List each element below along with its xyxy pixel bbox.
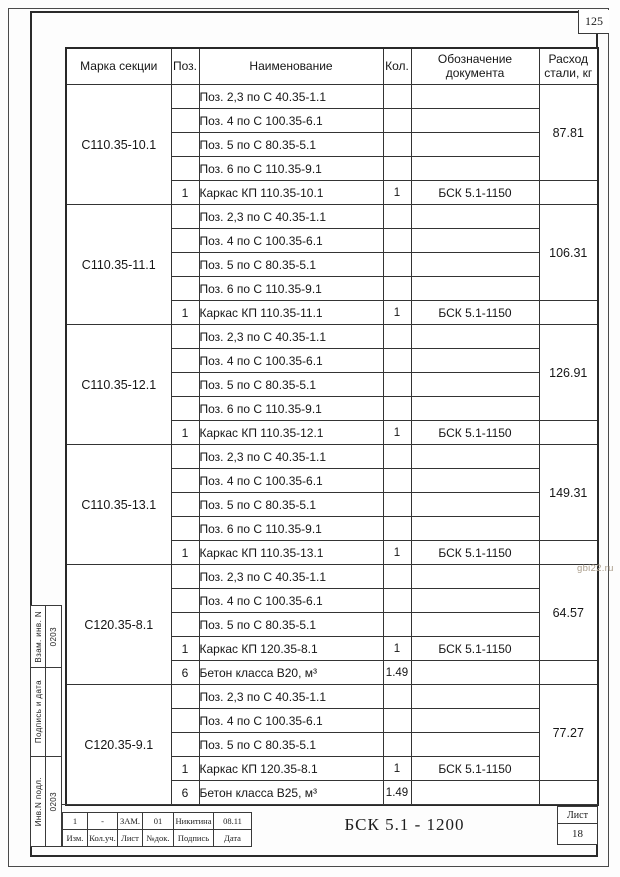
- name-cell: Поз. 2,3 по С 40.35-1.1: [199, 685, 383, 709]
- qty-cell: 1: [383, 181, 411, 205]
- name-cell: Поз. 2,3 по С 40.35-1.1: [199, 325, 383, 349]
- pos-cell: [171, 733, 199, 757]
- doc-cell: БСК 5.1-1150: [411, 757, 539, 781]
- mark-cell: С120.35-8.1: [66, 565, 171, 685]
- pos-cell: 6: [171, 661, 199, 685]
- qty-cell: [383, 709, 411, 733]
- watermark: gbi22.ru: [577, 563, 614, 574]
- qty-cell: 1: [383, 541, 411, 565]
- pos-cell: 1: [171, 637, 199, 661]
- pos-cell: [171, 253, 199, 277]
- qty-cell: 1.49: [383, 661, 411, 685]
- doc-cell: [411, 277, 539, 301]
- doc-cell: БСК 5.1-1150: [411, 421, 539, 445]
- pos-cell: [171, 709, 199, 733]
- sheet-number-box: [557, 806, 598, 845]
- pos-cell: [171, 685, 199, 709]
- header-doc: Обозначение документа: [411, 48, 539, 85]
- steel-empty-cell: [539, 661, 598, 685]
- pos-cell: [171, 589, 199, 613]
- name-cell: Поз. 6 по С 110.35-9.1: [199, 157, 383, 181]
- revision-table: [62, 812, 252, 847]
- qty-cell: [383, 445, 411, 469]
- pos-cell: [171, 493, 199, 517]
- pos-cell: 1: [171, 181, 199, 205]
- sheet-label: Лист: [558, 807, 597, 824]
- steel-cell: 77.27: [539, 685, 598, 781]
- pos-cell: [171, 373, 199, 397]
- doc-cell: [411, 397, 539, 421]
- qty-cell: [383, 109, 411, 133]
- stamp-section-vzam-inv: [30, 605, 62, 668]
- name-cell: Каркас КП 110.35-11.1: [199, 301, 383, 325]
- pos-cell: [171, 445, 199, 469]
- qty-cell: [383, 85, 411, 109]
- qty-cell: [383, 613, 411, 637]
- qty-cell: 1: [383, 421, 411, 445]
- doc-cell: [411, 229, 539, 253]
- qty-cell: [383, 733, 411, 757]
- doc-cell: [411, 349, 539, 373]
- qty-cell: [383, 253, 411, 277]
- steel-empty-cell: [539, 541, 598, 565]
- doc-cell: [411, 325, 539, 349]
- steel-empty-cell: [539, 181, 598, 205]
- doc-cell: [411, 709, 539, 733]
- stamp-label: Взам. инв. N: [33, 610, 43, 663]
- pos-cell: [171, 397, 199, 421]
- mark-cell: С110.35-12.1: [66, 325, 171, 445]
- name-cell: Поз. 5 по С 80.35-5.1: [199, 733, 383, 757]
- name-cell: Бетон класса В20, м³: [199, 661, 383, 685]
- doc-cell: [411, 733, 539, 757]
- name-cell: Поз. 6 по С 110.35-9.1: [199, 277, 383, 301]
- revision-cell: -: [88, 813, 118, 829]
- header-pos: Поз.: [171, 48, 199, 85]
- name-cell: Поз. 5 по С 80.35-5.1: [199, 133, 383, 157]
- qty-cell: [383, 373, 411, 397]
- revision-label: Лист: [118, 830, 143, 846]
- name-cell: Поз. 4 по С 100.35-6.1: [199, 349, 383, 373]
- revision-cell: ЗАМ.: [118, 813, 143, 829]
- doc-cell: [411, 517, 539, 541]
- qty-cell: [383, 133, 411, 157]
- steel-empty-cell: [539, 301, 598, 325]
- pos-cell: 1: [171, 757, 199, 781]
- stamp-label-cell: [31, 757, 46, 846]
- doc-cell: [411, 373, 539, 397]
- qty-cell: [383, 517, 411, 541]
- doc-cell: БСК 5.1-1150: [411, 301, 539, 325]
- name-cell: Поз. 2,3 по С 40.35-1.1: [199, 85, 383, 109]
- name-cell: Поз. 2,3 по С 40.35-1.1: [199, 205, 383, 229]
- pos-cell: 6: [171, 781, 199, 806]
- pos-cell: [171, 109, 199, 133]
- pos-cell: 1: [171, 301, 199, 325]
- doc-cell: [411, 589, 539, 613]
- name-cell: Каркас КП 110.35-13.1: [199, 541, 383, 565]
- spec-table-body: [66, 85, 598, 806]
- pos-cell: [171, 157, 199, 181]
- table-row: [66, 445, 598, 469]
- qty-cell: 1: [383, 301, 411, 325]
- pos-cell: 1: [171, 421, 199, 445]
- name-cell: Поз. 5 по С 80.35-5.1: [199, 253, 383, 277]
- qty-cell: [383, 325, 411, 349]
- mark-cell: С110.35-11.1: [66, 205, 171, 325]
- doc-cell: БСК 5.1-1150: [411, 541, 539, 565]
- doc-cell: [411, 445, 539, 469]
- revision-label: Изм.: [63, 830, 88, 846]
- doc-cell: [411, 85, 539, 109]
- revision-values-row: [63, 813, 251, 830]
- header-mark: Марка секции: [66, 48, 171, 85]
- table-header: [66, 48, 598, 85]
- pos-cell: [171, 469, 199, 493]
- doc-cell: [411, 109, 539, 133]
- stamp-label-cell: [31, 606, 46, 667]
- revision-cell: 1: [63, 813, 88, 829]
- revision-label: Подпись: [174, 830, 214, 846]
- table-row: [66, 565, 598, 589]
- name-cell: Каркас КП 110.35-10.1: [199, 181, 383, 205]
- doc-cell: БСК 5.1-1150: [411, 181, 539, 205]
- doc-cell: [411, 493, 539, 517]
- stamp-label-cell: [31, 668, 46, 756]
- qty-cell: [383, 205, 411, 229]
- header-steel: Расход стали, кг: [539, 48, 598, 85]
- top-sheet-number: 125: [585, 14, 603, 28]
- name-cell: Поз. 6 по С 110.35-9.1: [199, 517, 383, 541]
- revision-labels-row: [63, 830, 251, 846]
- qty-cell: [383, 229, 411, 253]
- pos-cell: [171, 133, 199, 157]
- doc-cell: [411, 133, 539, 157]
- name-cell: Каркас КП 120.35-8.1: [199, 757, 383, 781]
- steel-cell: 64.57: [539, 565, 598, 661]
- steel-cell: 87.81: [539, 85, 598, 181]
- name-cell: Поз. 4 по С 100.35-6.1: [199, 109, 383, 133]
- specification-table: [65, 47, 599, 806]
- revision-label: №док.: [143, 830, 174, 846]
- qty-cell: [383, 565, 411, 589]
- pos-cell: [171, 205, 199, 229]
- table-row: [66, 685, 598, 709]
- name-cell: Каркас КП 120.35-8.1: [199, 637, 383, 661]
- qty-cell: [383, 397, 411, 421]
- name-cell: Поз. 4 по С 100.35-6.1: [199, 589, 383, 613]
- document-title: БСК 5.1 - 1200: [344, 814, 465, 834]
- stamp-label: Инв.N подл.: [33, 776, 43, 827]
- steel-empty-cell: [539, 781, 598, 806]
- pos-cell: [171, 325, 199, 349]
- mark-cell: С110.35-13.1: [66, 445, 171, 565]
- name-cell: Каркас КП 110.35-12.1: [199, 421, 383, 445]
- name-cell: Поз. 6 по С 110.35-9.1: [199, 397, 383, 421]
- stamp-value: 0203: [49, 791, 58, 812]
- header-qty: Кол.: [383, 48, 411, 85]
- sheet-number: 18: [572, 828, 583, 840]
- doc-cell: [411, 565, 539, 589]
- table-row: [66, 85, 598, 109]
- pos-cell: 1: [171, 541, 199, 565]
- name-cell: Поз. 5 по С 80.35-5.1: [199, 373, 383, 397]
- qty-cell: [383, 349, 411, 373]
- doc-cell: [411, 469, 539, 493]
- steel-cell: 126.91: [539, 325, 598, 421]
- qty-cell: 1: [383, 757, 411, 781]
- name-cell: Поз. 4 по С 100.35-6.1: [199, 469, 383, 493]
- stamp-value-cell: [46, 606, 61, 667]
- name-cell: Поз. 2,3 по С 40.35-1.1: [199, 445, 383, 469]
- name-cell: Поз. 2,3 по С 40.35-1.1: [199, 565, 383, 589]
- stamp-section-podpis-data: [30, 667, 62, 757]
- qty-cell: [383, 685, 411, 709]
- mark-cell: С120.35-9.1: [66, 685, 171, 806]
- qty-cell: [383, 589, 411, 613]
- revision-cell: 08.11: [223, 816, 242, 826]
- pos-cell: [171, 517, 199, 541]
- doc-cell: [411, 205, 539, 229]
- name-cell: Поз. 4 по С 100.35-6.1: [199, 709, 383, 733]
- qty-cell: [383, 469, 411, 493]
- pos-cell: [171, 277, 199, 301]
- qty-cell: [383, 157, 411, 181]
- stamp-value-cell: [46, 668, 61, 756]
- revision-label: Дата: [224, 833, 241, 843]
- steel-cell: 149.31: [539, 445, 598, 541]
- doc-cell: [411, 157, 539, 181]
- revision-cell: 01: [143, 813, 174, 829]
- doc-cell: [411, 253, 539, 277]
- doc-cell: БСК 5.1-1150: [411, 637, 539, 661]
- top-sheet-number-box: [578, 10, 609, 34]
- name-cell: Бетон класса В25, м³: [199, 781, 383, 806]
- doc-cell: [411, 613, 539, 637]
- header-name: Наименование: [199, 48, 383, 85]
- pos-cell: [171, 613, 199, 637]
- revision-cell: Никитина: [174, 813, 214, 829]
- doc-cell: [411, 661, 539, 685]
- qty-cell: [383, 493, 411, 517]
- pos-cell: [171, 565, 199, 589]
- stamp-label: Подпись и дата: [33, 680, 43, 744]
- steel-cell: 106.31: [539, 205, 598, 301]
- qty-cell: 1.49: [383, 781, 411, 806]
- table-row: [66, 325, 598, 349]
- name-cell: Поз. 4 по С 100.35-6.1: [199, 229, 383, 253]
- steel-empty-cell: [539, 421, 598, 445]
- doc-cell: [411, 685, 539, 709]
- name-cell: Поз. 5 по С 80.35-5.1: [199, 493, 383, 517]
- qty-cell: [383, 277, 411, 301]
- pos-cell: [171, 85, 199, 109]
- doc-cell: [411, 781, 539, 806]
- table-row: [66, 205, 598, 229]
- stamp-value: 0203: [49, 626, 58, 647]
- mark-cell: С110.35-10.1: [66, 85, 171, 205]
- stamp-value-cell: [46, 757, 61, 846]
- revision-label: Кол.уч.: [88, 830, 118, 846]
- name-cell: Поз. 5 по С 80.35-5.1: [199, 613, 383, 637]
- stamp-section-inv-podl: [30, 756, 62, 847]
- pos-cell: [171, 229, 199, 253]
- qty-cell: 1: [383, 637, 411, 661]
- pos-cell: [171, 349, 199, 373]
